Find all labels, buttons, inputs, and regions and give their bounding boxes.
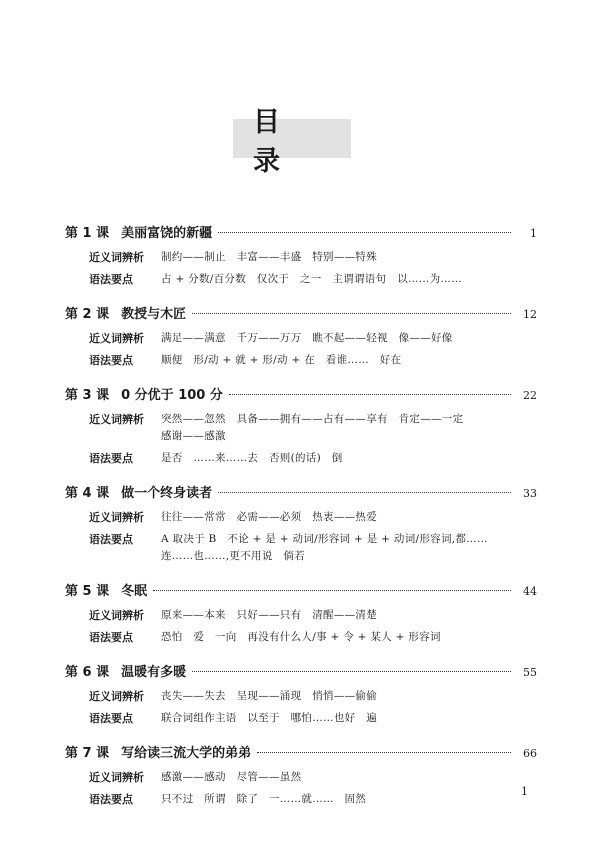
synonym-row-items [161, 607, 377, 624]
synonym-row [89, 411, 537, 445]
table-of-contents [65, 222, 537, 823]
synonym-row-text: 往往——常常 必需——必须 热衷——热爱 [161, 511, 377, 523]
grammar-row-text: 只不过 所谓 除了 一……就…… 固然 [161, 793, 367, 805]
grammar-row [89, 271, 537, 288]
grammar-row-text: 联合词组作主语 以至于 哪怕……也好 遍 [161, 712, 377, 724]
synonym-row-label: 近义词辨析 [89, 690, 144, 703]
grammar-row-text: 是否 ……来……去 否则(的话) 倒 [161, 452, 343, 464]
synonym-row-items [161, 769, 301, 786]
lesson-heading[interactable] [65, 482, 537, 504]
lesson-title: 写给读三流大学的弟弟 [121, 746, 252, 761]
footer-page-number: 1 [521, 785, 528, 798]
dot-leader [218, 492, 511, 493]
dot-leader [192, 671, 511, 672]
lesson-entry[interactable] [65, 384, 537, 467]
lesson-entry[interactable] [65, 661, 537, 727]
synonym-row-label: 近义词辨析 [89, 413, 144, 426]
lesson-heading[interactable] [65, 580, 537, 602]
grammar-row-items [161, 710, 377, 727]
synonym-row [89, 249, 537, 266]
grammar-row-label: 语法要点 [89, 273, 133, 286]
grammar-row-label: 语法要点 [89, 533, 133, 546]
lesson-number: 第 2 课 [65, 307, 110, 322]
grammar-row-label: 语法要点 [89, 452, 133, 465]
lesson-entry[interactable] [65, 580, 537, 646]
grammar-row-text: 连……也……,更不用说 倘若 [161, 550, 306, 562]
synonym-row-items [161, 688, 377, 705]
synonym-row [89, 330, 537, 347]
lesson-number: 第 6 课 [65, 665, 110, 680]
grammar-row-items [161, 450, 343, 467]
lesson-page-number: 12 [523, 308, 537, 321]
grammar-row-label: 语法要点 [89, 712, 133, 725]
grammar-row-text: A 取决于 B 不论 + 是 + 动词/形容词 + 是 + 动词/形容词,都…… [161, 533, 488, 545]
grammar-row-items [161, 531, 488, 565]
synonym-row-text: 感激——感动 尽管——虽然 [161, 771, 302, 783]
synonym-row-label: 近义词辨析 [89, 511, 144, 524]
grammar-row-items [161, 271, 462, 288]
grammar-row-label: 语法要点 [89, 793, 133, 806]
synonym-row-text: 感谢——感激 [161, 430, 226, 442]
synonym-row-items [161, 509, 377, 526]
lesson-page-number: 44 [523, 585, 537, 598]
lesson-number: 第 7 课 [65, 746, 110, 761]
synonym-row-label: 近义词辨析 [89, 332, 144, 345]
grammar-row-label: 语法要点 [89, 354, 133, 367]
grammar-row [89, 791, 537, 808]
synonym-row-items [161, 330, 453, 347]
dot-leader [192, 313, 511, 314]
synonym-row [89, 688, 537, 705]
grammar-row-text: 占 + 分数/百分数 仅次于 之一 主谓谓语句 以……为…… [161, 273, 463, 285]
grammar-row [89, 450, 537, 467]
lesson-title: 美丽富饶的新疆 [121, 226, 213, 241]
lesson-entry[interactable] [65, 222, 537, 288]
lesson-title: 温暖有多暖 [121, 665, 187, 680]
dot-leader [153, 590, 511, 591]
synonym-row-items [161, 411, 463, 445]
grammar-row [89, 629, 537, 646]
grammar-row-items [161, 629, 441, 646]
lesson-entry[interactable] [65, 742, 537, 808]
grammar-row-label: 语法要点 [89, 631, 133, 644]
lesson-page-number: 66 [523, 747, 537, 760]
lesson-entry[interactable] [65, 482, 537, 565]
grammar-row-text: 顺便 形/动 + 就 + 形/动 + 在 看谁…… 好在 [161, 354, 402, 366]
synonym-row-text: 满足——满意 千万——万万 瞧不起——轻视 像——好像 [161, 332, 453, 344]
grammar-row-items [161, 791, 366, 808]
synonym-row-items [161, 249, 377, 266]
synonym-row-text: 丧失——失去 呈现——涌现 悄悄——偷偷 [161, 690, 377, 702]
grammar-row-items [161, 352, 401, 369]
lesson-heading[interactable] [65, 303, 537, 325]
synonym-row-label: 近义词辨析 [89, 771, 144, 784]
lesson-heading[interactable] [65, 222, 537, 244]
synonym-row-label: 近义词辨析 [89, 251, 144, 264]
lesson-entry[interactable] [65, 303, 537, 369]
grammar-row [89, 531, 537, 565]
lesson-title: 做一个终身读者 [121, 486, 213, 501]
grammar-row [89, 710, 537, 727]
synonym-row-label: 近义词辨析 [89, 609, 144, 622]
page-title: 目 录 [233, 119, 351, 158]
synonym-row-text: 原来——本来 只好——只有 清醒——清楚 [161, 609, 377, 621]
lesson-number: 第 5 课 [65, 584, 110, 599]
grammar-row-text: 恐怕 爱 一向 再没有什么人/事 + 令 + 某人 + 形容词 [161, 631, 441, 643]
synonym-row-text: 制约——制止 丰富——丰盛 特别——特殊 [161, 251, 377, 263]
lesson-number: 第 1 课 [65, 226, 110, 241]
lesson-number: 第 3 课 [65, 388, 110, 403]
lesson-title: 0 分优于 100 分 [121, 388, 223, 403]
lesson-heading[interactable] [65, 384, 537, 406]
lesson-title: 教授与木匠 [121, 307, 187, 322]
dot-leader [257, 752, 511, 753]
lesson-heading[interactable] [65, 742, 537, 764]
lesson-page-number: 22 [523, 389, 537, 402]
lesson-title: 冬眠 [121, 584, 148, 599]
synonym-row [89, 769, 537, 786]
lesson-page-number: 55 [523, 666, 537, 679]
lesson-heading[interactable] [65, 661, 537, 683]
grammar-row [89, 352, 537, 369]
dot-leader [218, 232, 511, 233]
dot-leader [229, 394, 511, 395]
synonym-row [89, 607, 537, 624]
lesson-page-number: 1 [530, 227, 537, 240]
synonym-row [89, 509, 537, 526]
lesson-number: 第 4 课 [65, 486, 110, 501]
lesson-page-number: 33 [523, 487, 537, 500]
synonym-row-text: 突然——忽然 具备——拥有——占有——享有 肯定——一定 [161, 413, 464, 425]
